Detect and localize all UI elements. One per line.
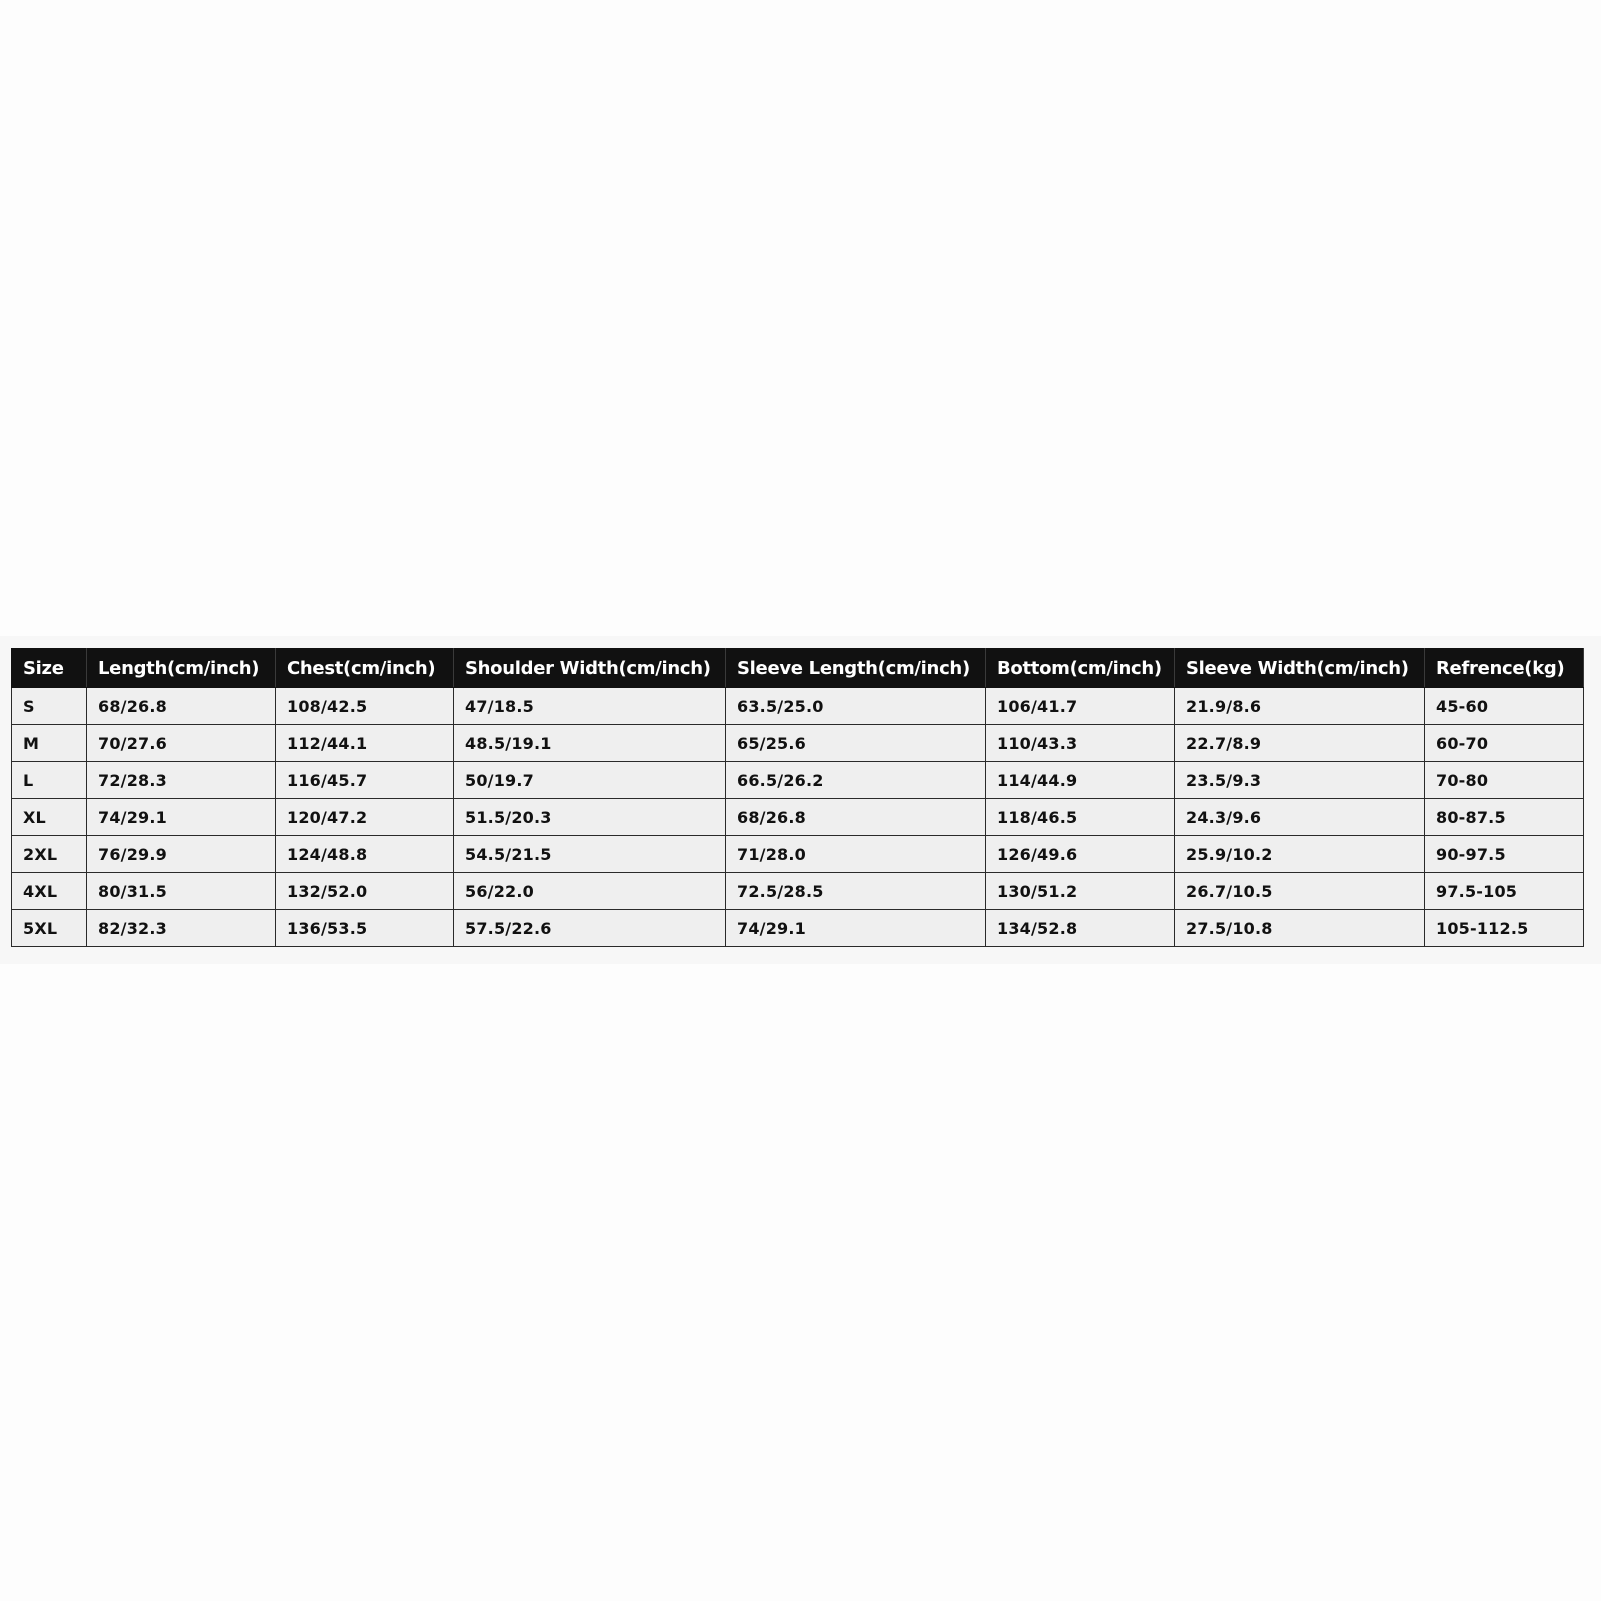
table-cell: 23.5/9.3 bbox=[1175, 762, 1425, 799]
table-cell: 132/52.0 bbox=[276, 873, 454, 910]
table-cell: 47/18.5 bbox=[454, 688, 726, 725]
table-cell: 68/26.8 bbox=[726, 799, 986, 836]
table-cell: 48.5/19.1 bbox=[454, 725, 726, 762]
table-row bbox=[12, 688, 1584, 725]
table-row bbox=[12, 799, 1584, 836]
table-cell: 80-87.5 bbox=[1425, 799, 1584, 836]
table-cell: 118/46.5 bbox=[986, 799, 1175, 836]
table-cell: 21.9/8.6 bbox=[1175, 688, 1425, 725]
table-cell: 74/29.1 bbox=[87, 799, 276, 836]
table-cell: 71/28.0 bbox=[726, 836, 986, 873]
table-cell: 51.5/20.3 bbox=[454, 799, 726, 836]
table-cell: 106/41.7 bbox=[986, 688, 1175, 725]
table-cell: 108/42.5 bbox=[276, 688, 454, 725]
table-row bbox=[12, 762, 1584, 799]
header-cell-bottom: Bottom(cm/inch) bbox=[986, 649, 1175, 688]
table-cell: 80/31.5 bbox=[87, 873, 276, 910]
table-cell: 130/51.2 bbox=[986, 873, 1175, 910]
table-cell: 134/52.8 bbox=[986, 910, 1175, 947]
table-cell: 126/49.6 bbox=[986, 836, 1175, 873]
table-cell: 5XL bbox=[12, 910, 87, 947]
header-cell-chest: Chest(cm/inch) bbox=[276, 649, 454, 688]
table-cell: L bbox=[12, 762, 87, 799]
table-cell: 27.5/10.8 bbox=[1175, 910, 1425, 947]
table-cell: 116/45.7 bbox=[276, 762, 454, 799]
table-row bbox=[12, 836, 1584, 873]
table-cell: 4XL bbox=[12, 873, 87, 910]
table-cell: 54.5/21.5 bbox=[454, 836, 726, 873]
table-cell: 124/48.8 bbox=[276, 836, 454, 873]
table-cell: 68/26.8 bbox=[87, 688, 276, 725]
table-cell: 50/19.7 bbox=[454, 762, 726, 799]
table-cell: 60-70 bbox=[1425, 725, 1584, 762]
table-cell: 76/29.9 bbox=[87, 836, 276, 873]
table-cell: 65/25.6 bbox=[726, 725, 986, 762]
table-row bbox=[12, 910, 1584, 947]
table-cell: 110/43.3 bbox=[986, 725, 1175, 762]
table-cell: 114/44.9 bbox=[986, 762, 1175, 799]
table-cell: 112/44.1 bbox=[276, 725, 454, 762]
table-cell: 56/22.0 bbox=[454, 873, 726, 910]
table-cell: 120/47.2 bbox=[276, 799, 454, 836]
header-cell-length: Length(cm/inch) bbox=[87, 649, 276, 688]
table-cell: 22.7/8.9 bbox=[1175, 725, 1425, 762]
header-cell-reference-weight: Refrence(kg) bbox=[1425, 649, 1584, 688]
table-row bbox=[12, 725, 1584, 762]
table-cell: 82/32.3 bbox=[87, 910, 276, 947]
table-cell: 45-60 bbox=[1425, 688, 1584, 725]
table-cell: S bbox=[12, 688, 87, 725]
table-cell: 57.5/22.6 bbox=[454, 910, 726, 947]
table-row bbox=[12, 873, 1584, 910]
table-cell: 74/29.1 bbox=[726, 910, 986, 947]
table-cell: 70-80 bbox=[1425, 762, 1584, 799]
table-cell: 136/53.5 bbox=[276, 910, 454, 947]
header-cell-sleeve-width: Sleeve Width(cm/inch) bbox=[1175, 649, 1425, 688]
table-cell: 70/27.6 bbox=[87, 725, 276, 762]
header-cell-size: Size bbox=[12, 649, 87, 688]
table-cell: 90-97.5 bbox=[1425, 836, 1584, 873]
table-cell: 72.5/28.5 bbox=[726, 873, 986, 910]
header-cell-shoulder-width: Shoulder Width(cm/inch) bbox=[454, 649, 726, 688]
table-cell: 105-112.5 bbox=[1425, 910, 1584, 947]
table-cell: 25.9/10.2 bbox=[1175, 836, 1425, 873]
header-cell-sleeve-length: Sleeve Length(cm/inch) bbox=[726, 649, 986, 688]
table-cell: 97.5-105 bbox=[1425, 873, 1584, 910]
table-cell: 24.3/9.6 bbox=[1175, 799, 1425, 836]
table-cell: XL bbox=[12, 799, 87, 836]
header-row bbox=[12, 649, 1584, 688]
table-cell: 66.5/26.2 bbox=[726, 762, 986, 799]
table-cell: 26.7/10.5 bbox=[1175, 873, 1425, 910]
table-cell: 2XL bbox=[12, 836, 87, 873]
table-cell: 72/28.3 bbox=[87, 762, 276, 799]
table-cell: M bbox=[12, 725, 87, 762]
table-cell: 63.5/25.0 bbox=[726, 688, 986, 725]
size-chart-table bbox=[11, 648, 1584, 947]
